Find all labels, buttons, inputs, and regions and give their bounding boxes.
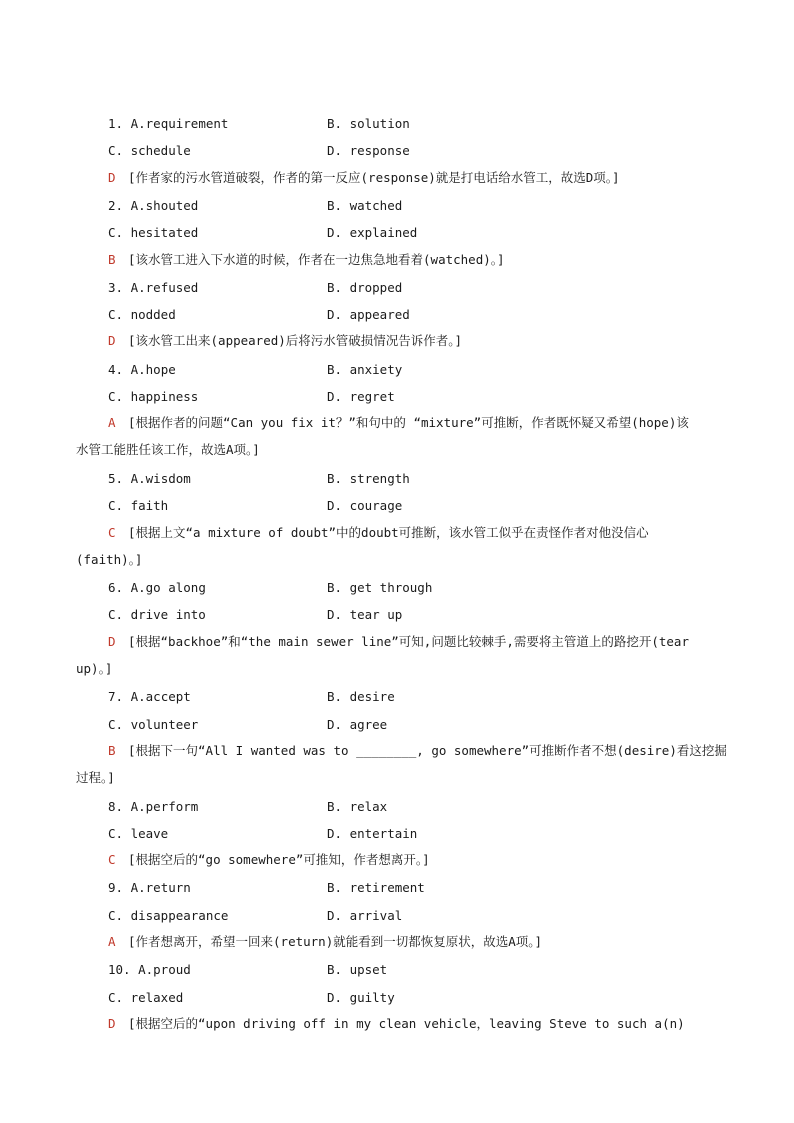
option-b: B. desire [327,689,395,705]
option-row-cd [108,716,388,732]
option-a: A.return [130,880,191,896]
explanation-text: [根据空后的“upon driving off in my clean vehicle，leaving Steve to such a(n) [128,1015,685,1031]
answer-letter: B [108,742,116,758]
question-number: 9. [108,880,124,896]
option-b: B. retirement [327,880,425,896]
option-a: A.shouted [130,197,199,213]
option-a: A.refused [130,279,199,295]
answer-explanation [76,628,734,676]
option-row-ab [108,880,425,896]
option-c: C. volunteer [108,716,199,732]
option-row-ab [108,689,395,705]
explanation-text: [根据下一句“All I wanted was to ________, go somewhere”可推断作者不想(desire)看这挖掘 [128,742,727,758]
question-number: 3. [108,279,124,295]
option-row-ab [108,470,410,486]
answer-letter: D [108,1015,116,1031]
explanation-text: [根据空后的“go somewhere”可推知，作者想离开。] [128,852,430,868]
option-a: A.wisdom [130,470,191,486]
answer-letter: D [108,333,116,349]
option-d: D. courage [327,498,403,514]
option-c: C. happiness [108,389,199,404]
explanation-continued: 水管工能胜任该工作，故选A项。] [76,442,260,458]
option-c: C. nodded [108,307,176,323]
answer-explanation [108,846,734,873]
option-b: B. upset [327,962,388,978]
option-row-cd [108,143,410,159]
option-row-ab [108,962,388,978]
option-row-cd [108,389,395,404]
option-row-cd [108,907,403,923]
answer-explanation [76,519,734,567]
explanation-continued: 过程。] [76,769,115,785]
option-b: B. get through [327,580,433,596]
option-d: D. agree [327,716,388,732]
answer-letter: A [108,415,116,431]
option-c: C. drive into [108,607,206,623]
option-c: C. disappearance [108,907,229,923]
option-d: D. response [327,143,410,159]
question-number: 1. [108,116,124,131]
question-number: 4. [108,361,124,377]
option-row-ab [108,197,403,213]
explanation-text: [根据作者的问题“Can you fix it？”和句中的 “mixture”可推断，作者既怀疑又希望(hope)该 [128,415,689,431]
explanation-text: [该水管工出来(appeared)后将污水管破损情况告诉作者。] [128,333,463,349]
explanation-continued: (faith)。] [76,551,143,567]
question-number: 2. [108,197,124,213]
question-number: 7. [108,689,124,705]
option-c: C. schedule [108,143,191,159]
option-b: B. solution [327,116,410,131]
option-row-cd [108,498,403,514]
option-row-cd [108,307,410,323]
option-row-cd [108,825,418,841]
answer-explanation [76,409,734,458]
option-b: B. anxiety [327,361,403,377]
option-row-cd [108,989,395,1005]
explanation-text: [该水管工进入下水道的时候，作者在一边焦急地看着(watched)。] [128,251,505,267]
question-number: 10. [108,962,131,978]
explanation-text: [作者家的污水管道破裂，作者的第一反应(response)就是打电话给水管工，故选D项。] [128,169,620,185]
option-c: C. relaxed [108,989,184,1005]
question-number: 8. [108,798,124,814]
option-a: A.accept [130,689,191,705]
explanation-text: [根据“backhoe”和“the main sewer line”可知,问题比较棘手,需要将主管道上的路挖开(tear [128,633,689,649]
option-c: C. leave [108,825,169,841]
option-a: A.go along [130,580,206,596]
option-d: D. tear up [327,607,403,623]
option-row-ab [108,798,388,814]
option-d: D. entertain [327,825,418,841]
answer-letter: B [108,251,116,267]
option-b: B. relax [327,798,388,814]
option-row-cd [108,607,403,623]
explanation-continued: up)。] [76,660,113,676]
option-row-cd [108,225,418,241]
answer-explanation [76,737,734,785]
option-row-ab [108,116,410,131]
question-number: 6. [108,580,124,596]
option-c: C. hesitated [108,225,199,241]
answer-letter: D [108,633,116,649]
option-b: B. watched [327,197,403,213]
option-row-ab [108,361,403,377]
option-a: A.hope [130,361,176,377]
option-d: D. explained [327,225,418,241]
option-row-ab [108,279,403,295]
option-d: D. guilty [327,989,395,1005]
answer-letter: D [108,169,116,185]
explanation-text: [作者想离开，希望一回来(return)就能看到一切都恢复原状，故选A项。] [128,934,543,949]
answer-explanation [108,327,734,354]
option-a: A.requirement [130,116,229,131]
question-number: 5. [108,470,124,486]
option-b: B. dropped [327,279,403,295]
option-a: A.perform [130,798,199,814]
answer-letter: C [108,524,116,540]
answer-letter: C [108,852,116,868]
answer-letter: A [108,934,116,949]
option-c: C. faith [108,498,169,514]
answer-explanation [108,1010,734,1037]
option-b: B. strength [327,470,410,486]
option-d: D. appeared [327,307,410,323]
option-d: D. regret [327,389,395,404]
answer-explanation [108,928,734,955]
explanation-text: [根据上文“a mixture of doubt”中的doubt可推断，该水管工似乎在责怪作者对他没信心 [128,524,649,540]
option-row-ab [108,580,433,596]
option-d: D. arrival [327,907,403,923]
answer-explanation [108,246,734,273]
answer-explanation [108,164,734,191]
option-a: A.proud [138,962,191,978]
